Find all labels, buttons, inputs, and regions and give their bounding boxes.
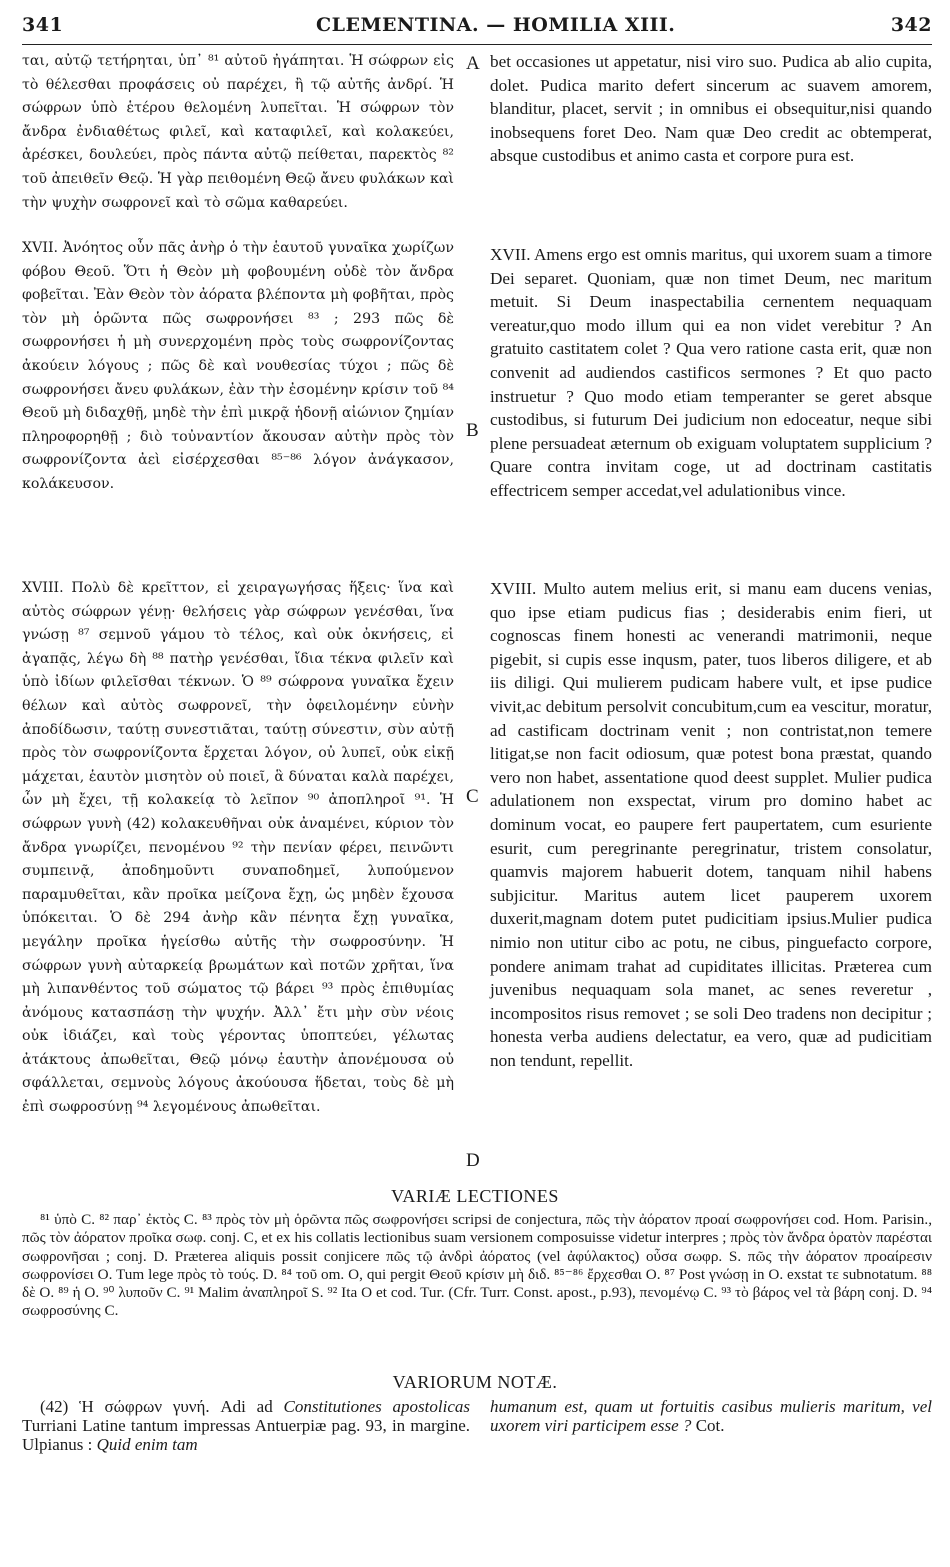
variae-lectiones-title: VARIÆ LECTIONES bbox=[391, 1186, 559, 1206]
greek-paragraph-3: XVIII. Πολὺ δὲ κρεῖττον, εἰ χειραγωγήσας ἥξεις· ἵνα καὶ αὐτὸς σώφρων γένῃ· θελήσεις γὰρ σώφρων γενέσθαι, ἵνα γνώσῃ ⁸⁷ σεμνοῦ γάμου τὸ τέλος, καὶ οὐκ ὀκνήσεις, εἰ ἀγαπᾷς, λέγω δὴ ⁸⁸ πατὴρ γενέσθαι, ἴδια τέκνα φιλεῖν καὶ ὑπὸ ἰδίων φιλεῖσθαι τέκνων. Ὁ ⁸⁹ σώφρονα γυναῖκα ἔχειν θέλων καὶ αὐτὸς σωφρονεῖ, τὴν ὀφειλομένην εὐνὴν ἀποδίδωσιν, ταύτῃ συνεστιᾶται, ταύτῃ σύνεστιν, σὺν αὐτῇ πρὸς τὸν σωφρονίζοντα ἔρχεται λόγον, οὐ λυπεῖ, οὐκ εἰκῇ μάχεται, ἑαυτὸν μισητὸν οὐ ποιεῖ, ἃ δύναται καλὰ παρέχει, ὧν μὴ ἔχει, τῇ κολακείᾳ τὸ λεῖπον ⁹⁰ ἀποπληροῖ ⁹¹. Ἡ σώφρων γυνὴ (42) κολακευθῆναι οὐκ ἀναμένει, κύριον τὸν ἄνδρα γνωρίζει, πενομένου ⁹² τὴν πενίαν φέρει, πεινῶντι συμπεινᾷ, ἀποδημοῦντι συναποδημεῖ, λυπούμενον παραμυθεῖται, κἂν προῖκα μείζονα ἔχῃ, ὡς μηδὲν ἔχουσα ὑπόκειται. Ὁ δὲ 294 ἀνὴρ κἂν πένητα ἔχῃ γυναῖκα, μεγάλην προῖκα ἡγείσθω αὐτῆς τὴν σωφροσύνην. Ἡ σώφρων γυνὴ αὐταρκείᾳ βρωμάτων καὶ ποτῶν χρῆται, ἵνα μὴ λιπανθέντος τοῦ σώματος τῷ βάρει ⁹³ πρὸς ἐπιθυμίας ἀνόμους κατασπάσῃ τὴν ψυχήν. Ἀλλ᾽ ἔτι μὴν σὺν νέοις οὐκ ἰδιάζει, καὶ τοὺς γέροντας ὑποπτεύει, γέλωτας ἀτάκτους ἀπωθεῖται, Θεῷ μόνῳ ἑαυτὴν ἀπονέμουσα οὐ σφάλλεται, σεμνοὺς λόγους ἀκούουσα ἥδεται, τοὺς δὲ μὴ ἐπὶ σωφροσύνῃ ⁹⁴ λεγομένους ἀπωθεῖται. bbox=[22, 580, 454, 1116]
latin-column-3 bbox=[490, 577, 932, 1072]
latin-column-2 bbox=[490, 243, 932, 503]
note-text-b: Turriani Latine tantum impressas Antuerpiæ pag. 93, in margine. Ulpianus : bbox=[22, 1416, 470, 1454]
variorum-note-left bbox=[22, 1397, 470, 1454]
header-rule bbox=[22, 44, 932, 45]
page-number-left: 341 bbox=[22, 14, 64, 36]
margin-letter-d: D bbox=[466, 1150, 480, 1171]
greek-column-3 bbox=[22, 577, 454, 1120]
latin-paragraph-2: XVII. Amens ergo est omnis maritus, qui uxorem suam a timore Dei separet. Quoniam, quæ non timet Deum, nec maritum metuit. Si Deum inaspectabilia cernentem nequaquam vereatur,quo modo illum qui ea non videt verebitur ? An gratuito castitatem colet ? Qua vero ratione casta erit, quæ non convenit ad audiendos castificos sermones ? Et quo pacto instruetur ? Quo modo etiam temperanter se geret absque custodibus, si futurum Dei judicium non edoceatur, neque sibi plene persuadeat æternum ob exiguam voluptatem supplicium ? Quare contra invitam coge, ut ad doctrinam castitatis effectricem semper accedat,vel adulationibus vince. bbox=[490, 245, 932, 500]
page-number-right: 342 bbox=[890, 14, 932, 36]
greek-paragraph-1: ται, αὐτῷ τετήρηται, ὑπ᾽ ⁸¹ αὐτοῦ ἠγάπηται. Ἡ σώφρων εἰς τὸ θέλεσθαι προφάσεις οὐ παρέχει, ἢ τῷ αὐτῆς ἀνδρί. Ἡ σώφρων ὑπὸ ἑτέρου θελομένη λυπεῖται. Ἡ σώφρων τὸν ἄνδρα ἐνδιαθέτως φιλεῖ, καὶ καταφιλεῖ, καὶ κολακεύει, ἀρέσκει, δουλεύει, πρὸς πάντα αὐτῷ πείθεται, παρεκτὸς ⁸² τοῦ ἀπειθεῖν Θεῷ. Ἡ γὰρ πειθομένη Θεῷ ἄνευ φυλάκων καὶ τὴν ψυχὴν σωφρονεῖ καὶ τὸ σῶμα καθαρεύει. bbox=[22, 53, 454, 211]
note-quote-continued: humanum est, quam ut fortuitis casibus mulieris maritum, vel uxorem viri participem esse ? bbox=[490, 1397, 932, 1435]
greek-column-1 bbox=[22, 50, 454, 215]
note-italic-title: Constitutiones apostolicas bbox=[283, 1397, 471, 1416]
latin-paragraph-1: bet occasiones ut appetatur, nisi viro suo. Pudica ab alio cupita, dolet. Pudica marito defert sincerum ac suavem amorem, blanditur, placet, servit ; in omnibus ei obsequitur,nisi quando inobsequens foret Deo. Nam quæ Deo credit ac obtemperat, absque custodibus et animo casta et corpore pura est. bbox=[490, 52, 932, 166]
note-text-a: Adi ad bbox=[220, 1397, 273, 1416]
margin-letter-c: C bbox=[466, 786, 479, 807]
note-signature: Cot. bbox=[695, 1416, 725, 1435]
greek-column-2 bbox=[22, 237, 454, 497]
variae-lectiones-text: ⁸¹ ὑπὸ C. ⁸² παρ᾽ ἐκτὸς C. ⁸³ πρὸς τὸν μὴ ὁρῶντα πῶς σωφρονήσει scripsi de conjectura, πῶς τὴν ἀόρατον προαί σωφρονήσει cod. Hom. Parisin., πῶς τὸν ἀόρατον προῖκα σωφ. conj. C, et ex his collatis lectionibus suam versionem composuisse videtur interpres ; πρὸς τὸν ἄνδρα ὁρατὸν παρέσται σωφρονῆσαι ; conj. D. Præterea aliquis possit conjicere πῶς τῷ ἀνδρὶ ἀόρατος (vel ἀφύλακτος) οὖσα σωφρ. S. πῶς τὴν ἀόρατον προαίρεσιν σωφρονίσει O. Tum lege πρὸς τὸ τούς. D. ⁸⁴ τοῦ om. O, qui pergit Θεοῦ κρίσιν μὴ διδ. ⁸⁵⁻⁸⁶ ἔρχεσθαι O. ⁸⁷ Post γνώσῃ in O. exstat τε subnotatum. ⁸⁸ δὲ O. ⁸⁹ ἡ O. ⁹⁰ λυποῦν C. ⁹¹ Malim ἀναπληροῖ S. ⁹² Ita O et cod. Tur. (Cfr. Turr. Const. apost., p.93), πενομένῳ C. ⁹³ τὸ βάρος vel τὰ βάρη conj. D. ⁹⁴ σωφροσύνης C. bbox=[22, 1211, 932, 1320]
note-lemma: (42) Ἡ σώφρων γυνή. bbox=[40, 1397, 210, 1416]
running-title: CLEMENTINA. — HOMILIA XIII. bbox=[316, 14, 676, 36]
latin-column-1 bbox=[490, 50, 932, 168]
variorum-notae-title: VARIORUM NOTÆ. bbox=[392, 1372, 558, 1392]
variorum-note-right bbox=[490, 1397, 932, 1435]
margin-letter-a: A bbox=[466, 53, 480, 74]
greek-paragraph-2: XVII. Ἀνόητος οὖν πᾶς ἀνὴρ ὁ τὴν ἑαυτοῦ γυναῖκα χωρίζων φόβου Θεοῦ. Ὅτι ἡ Θεὸν μὴ φοβουμένη οὐδὲ τὸν ἄνδρα φοβεῖται. Ἐὰν Θεὸν τὸν ἀόρατα βλέποντα μὴ φοβῆται, πρὸς τὸν μὴ ὁρῶντα πῶς σωφρονήσει ⁸³ ; 293 πῶς δὲ σωφρονήσει ἡ μὴ συνερχομένη πρὸς τοὺς σωφρονίζοντας ἀκούειν λόγους ; πῶς δὲ καὶ νουθεσίας τύχοι ; πῶς δὲ σωφρονήσει ἄνευ φυλάκων, ἐὰν τὴν ἐσομένην κρίσιν τοῦ ⁸⁴ Θεοῦ μὴ διδαχθῇ, μηδὲ τὴν ἐπὶ μικρᾷ ἡδονῇ αἰώνιον ζημίαν πληροφορηθῇ ; διὸ τοὐναντίον ἄκουσαν αὐτὴν πρὸς τὸν σωφρονίζοντα ἀεὶ εἰσέρχεσθαι ⁸⁵⁻⁸⁶ λόγον ἀνάγκασον, κολάκευσον. bbox=[22, 240, 454, 492]
note-quote-start: Quid enim tam bbox=[96, 1435, 198, 1454]
margin-letter-b: B bbox=[466, 420, 479, 441]
latin-paragraph-3: XVIII. Multo autem melius erit, si manu eam ducens venias, quo ipse etiam pudicus fias ; desiderabis enim fieri, ut cognoscas finem honesti ac venerandi matrimonii, neque pigebit, si cupis esse inqusm, pater, tuos liberos diligere, et ab iis diligi. Qui mulierem pudicam habere vult, et ipse pudice vivit,ac debitum persolvit concubitum,cum ea vescitur, moratur, ad castificam doctrinam venit ; non contristat,non temere litigat,se non facit odiosum, quæ potest bona præstat, quando vero non habet, assentatione quod deest supplet. Mulier pudica adulationem non exspectat, virum pro domino habet ac dominum vocat, eo paupere fert paupertatem, cum esuriente esurit, cum peregrinante peregrinatur, tristem consolatur, quamvis majorem habuerit dotem, tanquam nihil habens subjicitur. Maritus autem licet pauperem uxorem duxerit,magnam dotem putet pudicitiam ipsius.Mulier pudica nimio non utitur cibo ac potu, ne cibus, pinguefacto corpore, pondere animam trahat ad cupiditates illicitas. Præterea cum juvenibus nequaquam sola manet, ac senes reveretur , incompositos risus removet ; se soli Deo tradens non decipitur ; honesta verba audiens delectatur, ea vero, quæ ad pudicitiam non tendunt, repellit. bbox=[490, 579, 932, 1070]
